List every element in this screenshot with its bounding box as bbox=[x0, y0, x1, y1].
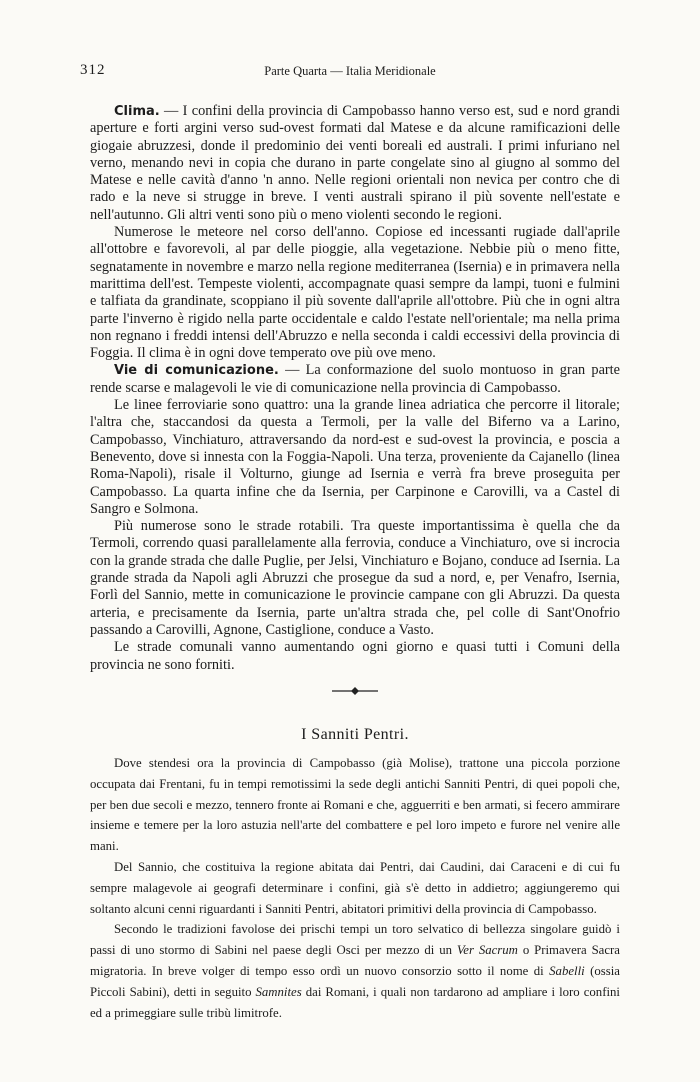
sabelli-italic: Sabelli bbox=[549, 964, 585, 979]
page-number: 312 bbox=[80, 62, 106, 78]
clima-paragraph-2: Numerose le meteore nel corso dell'anno. Copiose ed incessanti rugiade dall'aprile all'ottobre e favorevoli, al par delle pioggie, alla vegetazione. Nebbie più o meno fitte, segnatamente in novembre e marzo nella regione mediterranea (Isernia) e in primavera nella marittima dell'est. Tempeste violenti, accompagnate quasi sempre da lampi, tuoni e fulmini e talfiata da grandinate, scoppiano il più sovente dall'aprile all'ottobre. Più che in ogni altra parte l'inverno è rigido nella parte occidentale e caldo l'estate nell'orientale; ma nella prima non regnano i freddi intensi dell'Abruzzo e nella seconda i caldi eccessivi della provincia di Foggia. Il clima è in ogni dove temperato ove più ove meno. bbox=[90, 224, 620, 362]
vie-paragraph-1 bbox=[90, 362, 620, 397]
clima-heading: Clima. bbox=[114, 104, 160, 119]
sanniti-paragraph-1: Dove stendesi ora la provincia di Campobasso (già Molise), trattone una piccola porzione occupata dai Frentani, fu in tempi remotissimi la sede degli antichi Sanniti Pentri, di quei popoli che, per ben due secoli e mezzo, tennero fronte ai Romani e che, agguerriti e ben armati, si fecero ammirare insieme e temere per la loro astuzia nell'arte del combattere e pel loro impeto e furore nel venire alle mani. bbox=[90, 756, 620, 854]
vie-paragraph-2: Le linee ferroviarie sono quattro: una la grande linea adriatica che percorre il litorale; l'altra che, staccandosi da questa a Termoli, per la valle del Biferno va a Larino, Campobasso, Vinchiaturo, attraversando da nord-est e sud-ovest la provincia, e poscia a Benevento, dove si innesta con la Foggia-Napoli. Una terza, proveniente da Cajanello (linea Roma-Napoli), risale il Volturno, giunge ad Isernia e verrà fra breve proseguita per Campobasso. La quarta infine che da Isernia, per Carpinone e Carovilli, va a Castel di Sangro e Solmona. bbox=[90, 397, 620, 517]
clima-paragraph-1 bbox=[90, 103, 620, 224]
section-small-text bbox=[90, 753, 620, 1023]
sanniti-paragraph-3 bbox=[90, 919, 620, 1023]
sanniti-text-g: dai Romani, i quali non tardarono ad ampliare i loro confini ed a primeggiare sulle tribù limitrofe. bbox=[90, 984, 620, 1020]
sanniti-text-c: o Primavera Sacra migratoria. In breve volger di tempo esso ordì un nuovo consorzio sotto il nome di bbox=[90, 943, 620, 979]
page-header bbox=[80, 62, 620, 82]
vie-text-1: — La conformazione del suolo montuoso in gran parte rende scarse e malagevoli le vie di comunicazione nella provincia di Campobasso. bbox=[90, 362, 621, 396]
clima-text-1: — I confini della provincia di Campobasso hanno verso est, sud e nord grandi aperture e forti argini verso sud-ovest formati dal Matese e da alcune ramificazioni delle giogaie abruzzesi, donde il predominio dei venti boreali ed australi. I primi infuriano nel verno, menando nevi in copia che durano in parte congelate sino al giugno al sommo del Matese e nelle cavità d'anno 'n anno. Nelle regioni orientali non nevica per contro che di rado e la neve si strugge in breve. I venti australi spirano il più sovente nell'estate e nell'autunno. Gli altri venti sono più o meno violenti secondo le regioni. bbox=[90, 103, 620, 223]
page-body bbox=[90, 103, 620, 1023]
vie-paragraph-4: Le strade comunali vanno aumentando ogni giorno e quasi tutti i Comuni della provincia ne sono forniti. bbox=[90, 639, 620, 673]
ver-sacrum-italic: Ver Sacrum bbox=[456, 943, 518, 958]
divider-ornament-icon bbox=[332, 686, 378, 696]
sanniti-paragraph-2: Del Sannio, che costituiva la regione abitata dai Pentri, dai Caudini, dai Caraceni e di cui fu sempre malagevole ai geografi determinare i confini, già s'è detto in addietro; aggiungeremo qui soltanto alcuni cenni riguardanti i Sanniti Pentri, abitatori primitivi della provincia di Campobasso. bbox=[90, 860, 620, 916]
sanniti-text-a: Secondo le tradizioni favolose dei prischi tempi un toro selvatico di bellezza singolare guidò i passi di uno stormo di Sabini nel paese degli Osci per mezzo di un bbox=[90, 922, 620, 958]
running-head: Parte Quarta — Italia Meridionale bbox=[264, 64, 436, 78]
section-title: I Sanniti Pentri. bbox=[301, 725, 409, 743]
section-divider-ornament bbox=[90, 684, 620, 698]
vie-heading: Vie di comunicazione. bbox=[114, 363, 279, 379]
sanniti-text-e: (ossia Piccoli Sabini), detti in seguito bbox=[90, 964, 620, 999]
samnites-italic: Samnites bbox=[255, 984, 302, 999]
vie-paragraph-3: Più numerose sono le strade rotabili. Tra queste importantissima è quella che da Termoli, correndo quasi parallelamente alla ferrovia, conduce a Vinchiaturo, ove si incrocia con la grande strada che dalle Puglie, per Jelsi, Vinchiaturo e Bojano, conduce ad Isernia. La grande strada da Napoli agli Abruzzi che prosegue da sud a nord, e, per Venafro, Isernia, Forlì del Sannio, mette in comunicazione le provincie campane con gli Abruzzi. Da questa arteria, e precisamente da Isernia, parte un'altra strada che, pel colle di Sant'Onofrio passando a Carovilli, Agnone, Castiglione, conduce a Vasto. bbox=[90, 518, 620, 638]
